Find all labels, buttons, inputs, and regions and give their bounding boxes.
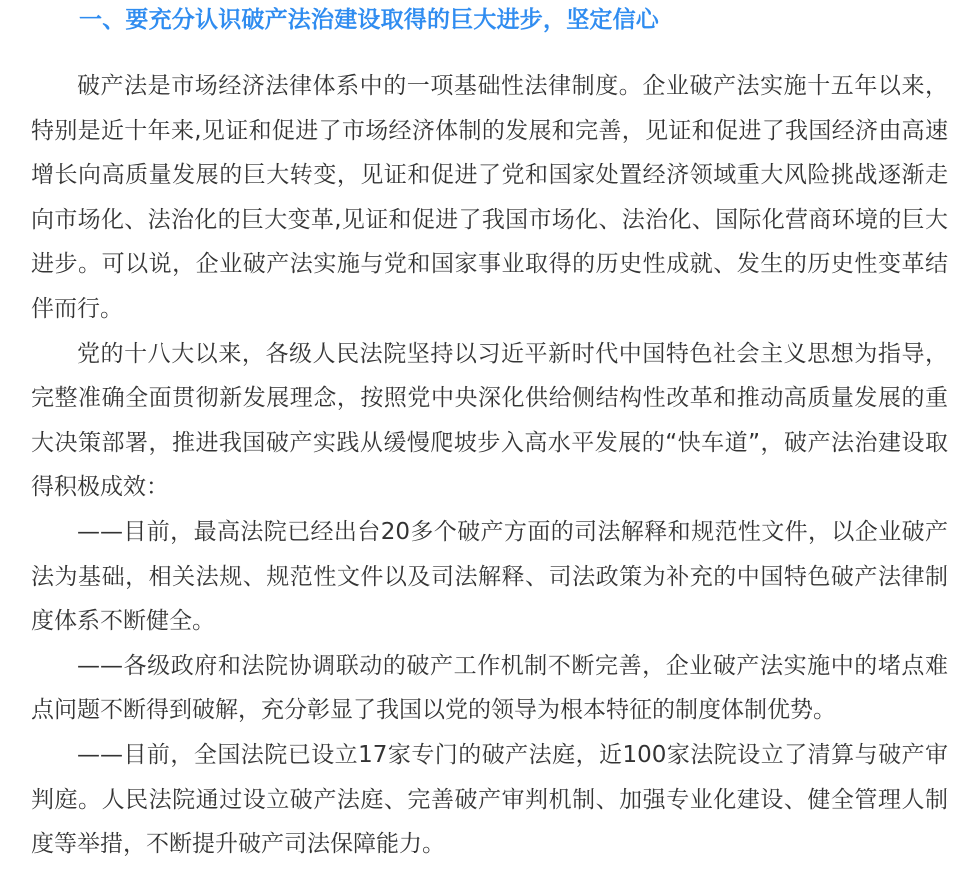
paragraph-bankruptcy-courts: ——目前，全国法院已设立17家专门的破产法庭，近100家法院设立了清算与破产审判庭。人民法院通过设立破产法庭、完善破产审判机制、加强专业化建设、健全管理人制度等举措，不断提升破产司法保障能力。: [31, 741, 948, 858]
paragraph-judicial-interpretations: ——目前，最高法院已经出台20多个破产方面的司法解释和规范性文件，以企业破产法为基础，相关法规、规范性文件以及司法解释、司法政策为补充的中国特色破产法律制度体系不断健全。: [31, 518, 948, 635]
paragraph-since-18th-congress: 党的十八大以来，各级人民法院坚持以习近平新时代中国特色社会主义思想为指导，完整准确全面贯彻新发展理念，按照党中央深化供给侧结构性改革和推动高质量发展的重大决策部署，推进我国破产实践从缓慢爬坡步入高水平发展的“快车道”，破产法治建设取得积极成效：: [31, 340, 948, 501]
paragraph-bankruptcy-law-overview: 破产法是市场经济法律体系中的一项基础性法律制度。企业破产法实施十五年以来，特别是近十年来,见证和促进了市场经济体制的发展和完善，见证和促进了我国经济由高速增长向高质量发展的巨大转变，见证和促进了党和国家处置经济领域重大风险挑战逐渐走向市场化、法治化的巨大变革,见证和促进了我国市场化、法治化、国际化营商环境的巨大进步。可以说，企业破产法实施与党和国家事业取得的历史性成就、发生的历史性变革结伴而行。: [31, 73, 948, 322]
paragraph-coordination-mechanism: ——各级政府和法院协调联动的破产工作机制不断完善，企业破产法实施中的堵点难点问题不断得到破解，充分彰显了我国以党的领导为根本特征的制度体制优势。: [31, 652, 948, 724]
section-heading: 一、要充分认识破产法治建设取得的巨大进步，坚定信心: [79, 7, 659, 33]
